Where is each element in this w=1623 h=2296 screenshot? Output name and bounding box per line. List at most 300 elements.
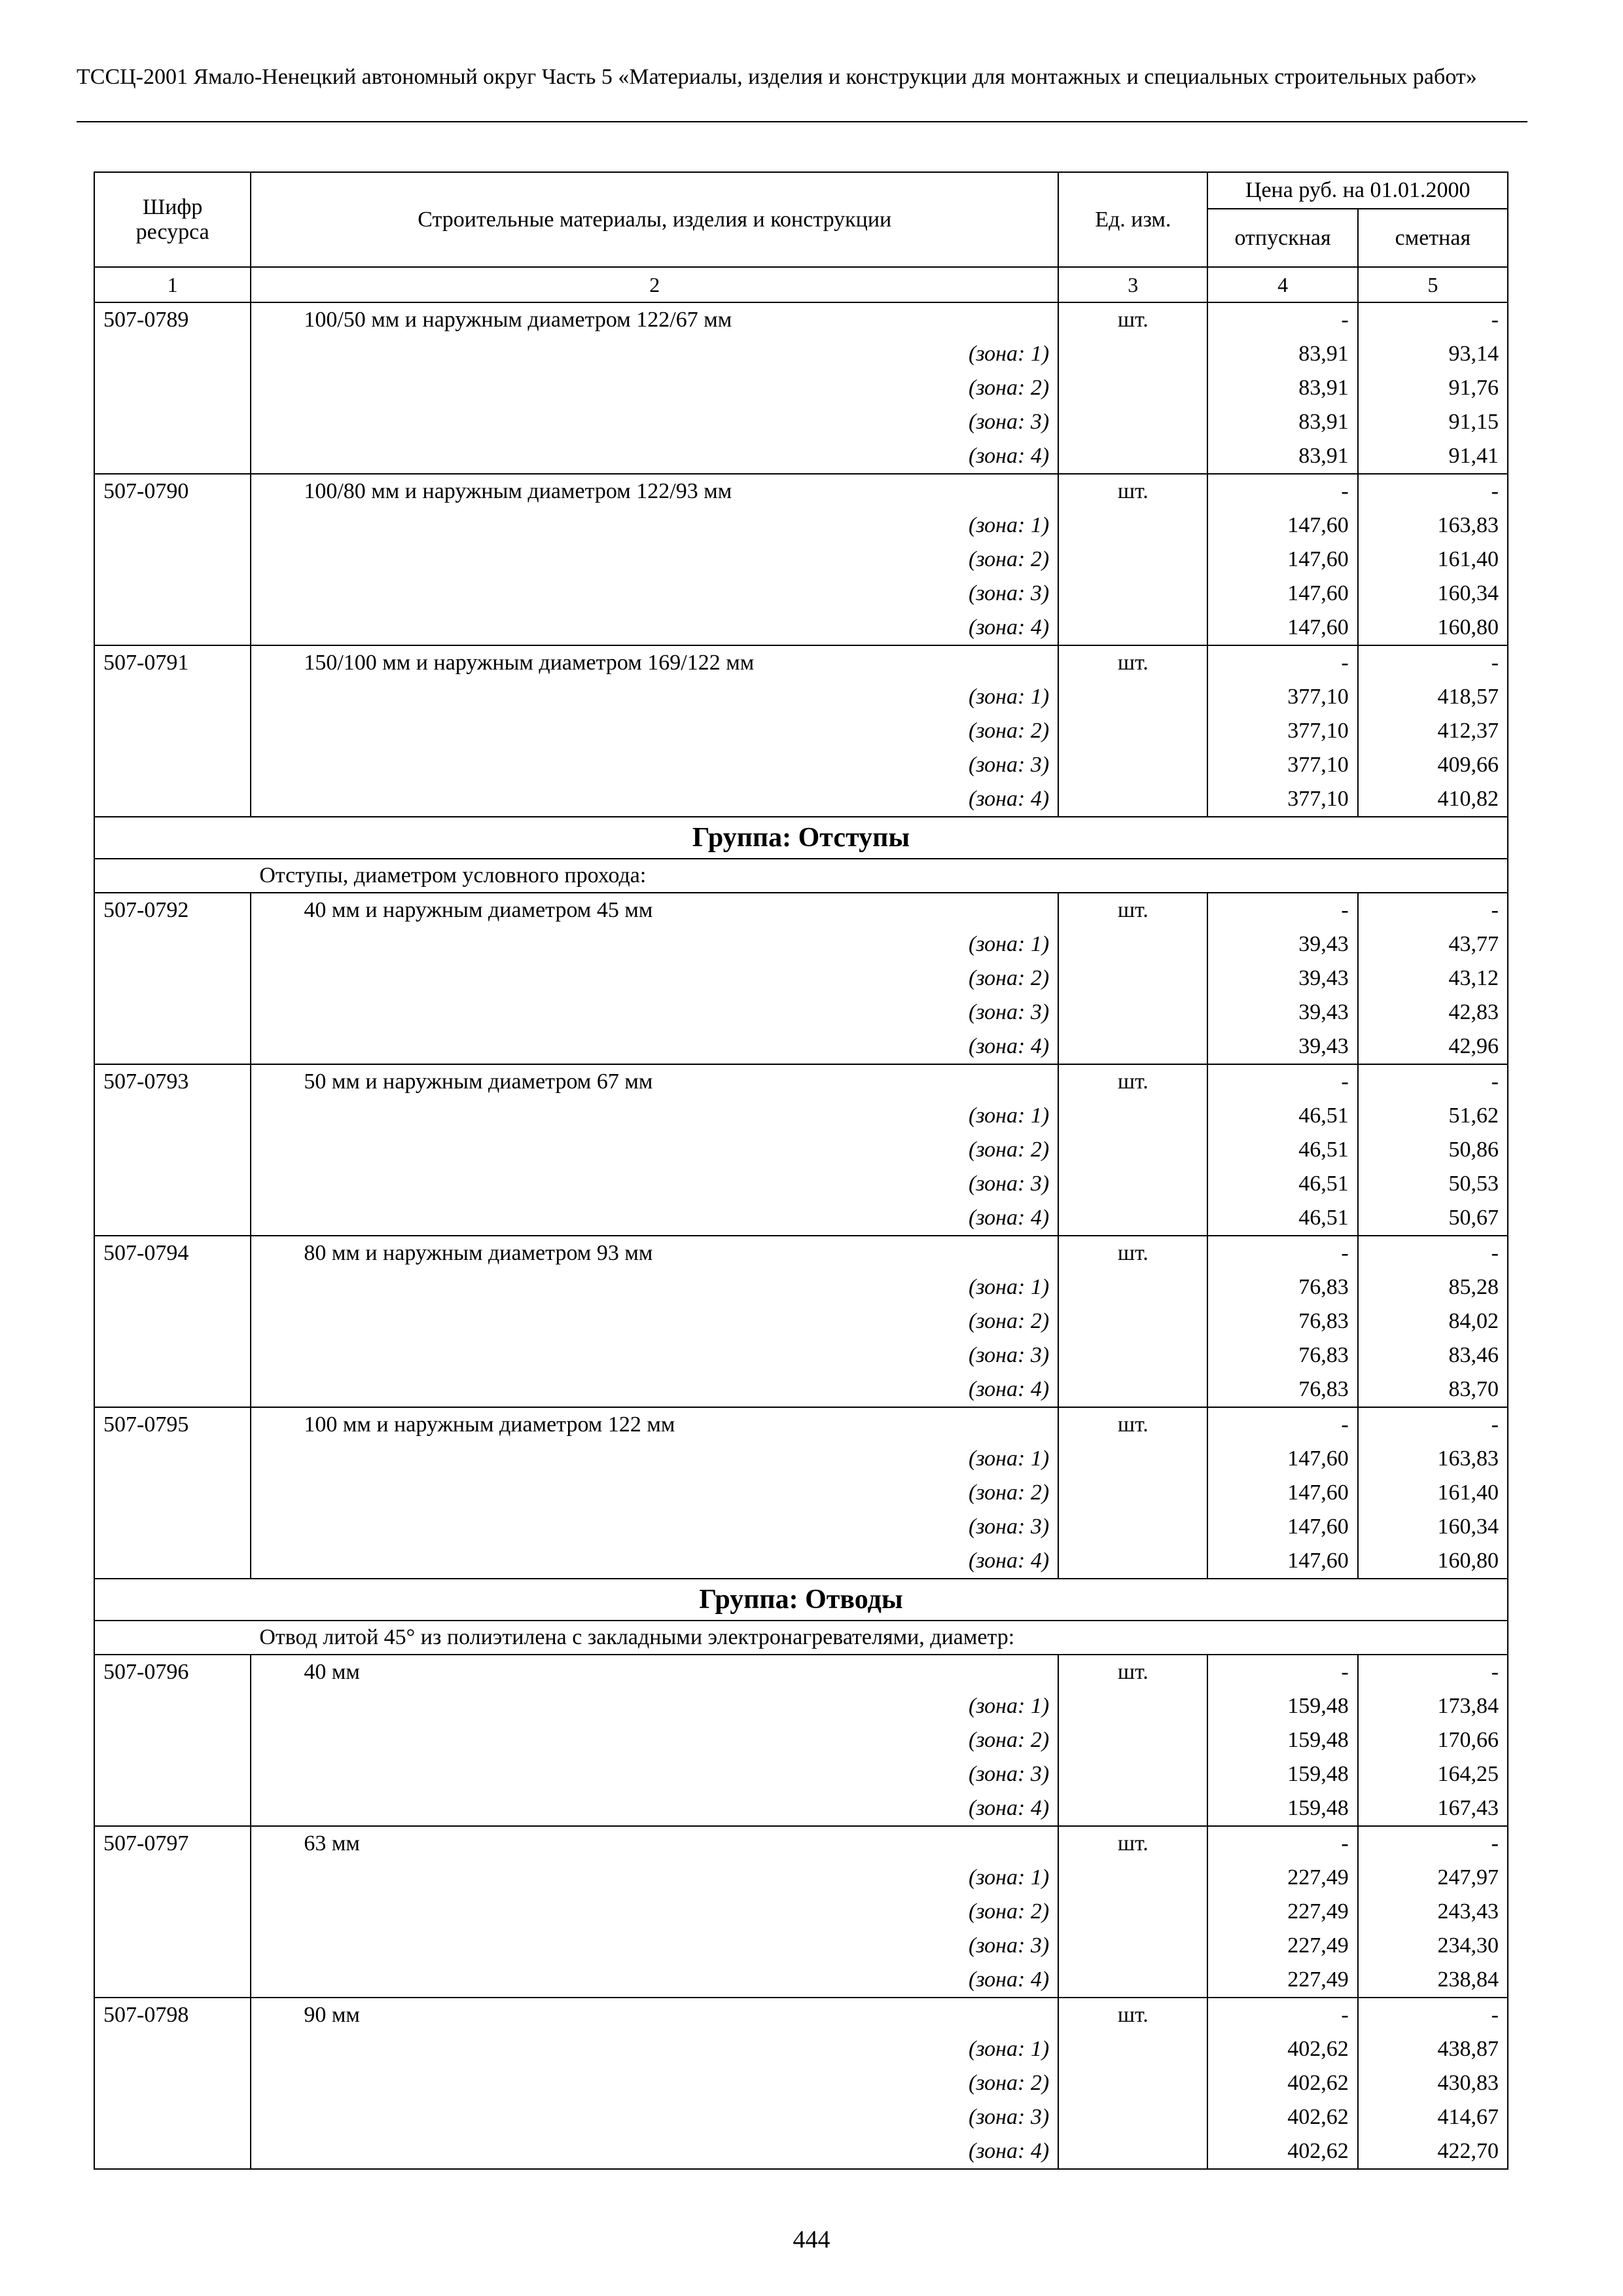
empty-unit-cell <box>1058 2032 1207 2066</box>
zone-row <box>94 1133 1508 1167</box>
empty-unit-cell <box>1058 2100 1207 2134</box>
column-number: 1 <box>94 267 251 302</box>
price-estimate: 161,40 <box>1358 1476 1508 1510</box>
empty-unit-cell <box>1058 680 1207 714</box>
price-release: - <box>1207 1064 1357 1099</box>
empty-code-cell <box>94 1895 251 1929</box>
subgroup-spacer <box>94 1621 251 1655</box>
resource-code: 507-0791 <box>94 645 251 680</box>
zone-label: (зона: 1) <box>251 680 1058 714</box>
zone-row <box>94 1476 1508 1510</box>
unit-of-measure: шт. <box>1058 893 1207 927</box>
empty-unit-cell <box>1058 611 1207 645</box>
zone-row <box>94 996 1508 1030</box>
resource-code: 507-0792 <box>94 893 251 927</box>
zone-label: (зона: 3) <box>251 1757 1058 1791</box>
item-description: 63 мм <box>251 1826 1058 1861</box>
zone-label: (зона: 3) <box>251 1167 1058 1201</box>
price-table <box>94 171 1508 2170</box>
price-release: 402,62 <box>1207 2032 1357 2066</box>
zone-row <box>94 2066 1508 2100</box>
zone-label: (зона: 4) <box>251 2134 1058 2169</box>
subgroup-title: Отвод литой 45° из полиэтилена с закладными электронагревателями, диаметр: <box>251 1621 1508 1655</box>
empty-unit-cell <box>1058 2134 1207 2169</box>
price-estimate: 164,25 <box>1358 1757 1508 1791</box>
unit-of-measure: шт. <box>1058 1064 1207 1099</box>
zone-row <box>94 543 1508 577</box>
subgroup-spacer <box>94 859 251 893</box>
price-estimate: 83,70 <box>1358 1372 1508 1407</box>
zone-row <box>94 1304 1508 1338</box>
price-release: 227,49 <box>1207 1861 1357 1895</box>
price-release: - <box>1207 1998 1357 2032</box>
price-release: 83,91 <box>1207 405 1357 439</box>
resource-code: 507-0789 <box>94 302 251 337</box>
price-estimate: 247,97 <box>1358 1861 1508 1895</box>
zone-row <box>94 1723 1508 1757</box>
unit-of-measure: шт. <box>1058 1407 1207 1442</box>
page-number: 444 <box>793 2226 830 2253</box>
resource-code: 507-0793 <box>94 1064 251 1099</box>
unit-of-measure: шт. <box>1058 1236 1207 1270</box>
price-estimate: - <box>1358 1998 1508 2032</box>
table-row <box>94 474 1508 509</box>
column-header-code: Шифр ресурса <box>94 172 251 267</box>
empty-unit-cell <box>1058 1929 1207 1963</box>
resource-code: 507-0790 <box>94 474 251 509</box>
empty-unit-cell <box>1058 1442 1207 1476</box>
price-release: 39,43 <box>1207 927 1357 961</box>
item-description: 50 мм и наружным диаметром 67 мм <box>251 1064 1058 1099</box>
column-header-price-estimate: сметная <box>1358 209 1508 267</box>
empty-unit-cell <box>1058 1544 1207 1579</box>
price-estimate: 50,53 <box>1358 1167 1508 1201</box>
table-row <box>94 1826 1508 1861</box>
empty-unit-cell <box>1058 1338 1207 1372</box>
empty-code-cell <box>94 439 251 474</box>
zone-row <box>94 371 1508 405</box>
empty-unit-cell <box>1058 371 1207 405</box>
empty-code-cell <box>94 405 251 439</box>
price-estimate: - <box>1358 645 1508 680</box>
empty-unit-cell <box>1058 714 1207 748</box>
zone-label: (зона: 3) <box>251 748 1058 782</box>
price-release: 39,43 <box>1207 961 1357 996</box>
column-number: 2 <box>251 267 1058 302</box>
price-estimate: - <box>1358 1826 1508 1861</box>
price-release: 159,48 <box>1207 1689 1357 1723</box>
zone-row <box>94 1929 1508 1963</box>
empty-unit-cell <box>1058 1201 1207 1236</box>
table-row <box>94 893 1508 927</box>
price-release: 147,60 <box>1207 577 1357 611</box>
item-description: 80 мм и наружным диаметром 93 мм <box>251 1236 1058 1270</box>
zone-label: (зона: 1) <box>251 1099 1058 1133</box>
zone-label: (зона: 2) <box>251 1895 1058 1929</box>
table-row <box>94 302 1508 337</box>
zone-row <box>94 1270 1508 1304</box>
zone-label: (зона: 2) <box>251 371 1058 405</box>
zone-label: (зона: 3) <box>251 405 1058 439</box>
price-release: 159,48 <box>1207 1757 1357 1791</box>
zone-row <box>94 1544 1508 1579</box>
price-estimate: 163,83 <box>1358 509 1508 543</box>
price-estimate: 167,43 <box>1358 1791 1508 1826</box>
empty-code-cell <box>94 1544 251 1579</box>
zone-row <box>94 611 1508 645</box>
price-estimate: 42,83 <box>1358 996 1508 1030</box>
empty-code-cell <box>94 1338 251 1372</box>
empty-code-cell <box>94 1304 251 1338</box>
empty-code-cell <box>94 1201 251 1236</box>
price-release: 147,60 <box>1207 1544 1357 1579</box>
zone-row <box>94 2134 1508 2169</box>
column-number: 4 <box>1207 267 1357 302</box>
empty-code-cell <box>94 337 251 371</box>
empty-unit-cell <box>1058 961 1207 996</box>
zone-label: (зона: 2) <box>251 2066 1058 2100</box>
price-estimate: 83,46 <box>1358 1338 1508 1372</box>
empty-unit-cell <box>1058 1372 1207 1407</box>
price-release: 377,10 <box>1207 714 1357 748</box>
price-estimate: 50,67 <box>1358 1201 1508 1236</box>
empty-unit-cell <box>1058 1270 1207 1304</box>
table-row <box>94 645 1508 680</box>
empty-code-cell <box>94 1372 251 1407</box>
price-release: 76,83 <box>1207 1304 1357 1338</box>
price-release: 147,60 <box>1207 1442 1357 1476</box>
price-release: 377,10 <box>1207 748 1357 782</box>
price-estimate: 160,34 <box>1358 577 1508 611</box>
price-estimate: 160,80 <box>1358 611 1508 645</box>
empty-unit-cell <box>1058 1476 1207 1510</box>
price-estimate: - <box>1358 302 1508 337</box>
empty-code-cell <box>94 748 251 782</box>
zone-label: (зона: 4) <box>251 1791 1058 1826</box>
price-estimate: 430,83 <box>1358 2066 1508 2100</box>
price-release: 39,43 <box>1207 1030 1357 1064</box>
empty-code-cell <box>94 782 251 817</box>
price-release: 227,49 <box>1207 1963 1357 1998</box>
price-release: 402,62 <box>1207 2100 1357 2134</box>
zone-row <box>94 748 1508 782</box>
price-estimate: 409,66 <box>1358 748 1508 782</box>
empty-unit-cell <box>1058 543 1207 577</box>
document-header: ТССЦ-2001 Ямало-Ненецкий автономный округ Часть 5 «Материалы, изделия и конструкции для монтажных и специальных строительных работ» <box>77 65 1477 89</box>
empty-code-cell <box>94 961 251 996</box>
zone-row <box>94 509 1508 543</box>
zone-row <box>94 2032 1508 2066</box>
price-release: 46,51 <box>1207 1099 1357 1133</box>
zone-label: (зона: 4) <box>251 611 1058 645</box>
price-estimate: 85,28 <box>1358 1270 1508 1304</box>
price-estimate: 50,86 <box>1358 1133 1508 1167</box>
group-title: Группа: Отводы <box>94 1579 1508 1621</box>
price-release: 377,10 <box>1207 782 1357 817</box>
empty-unit-cell <box>1058 1030 1207 1064</box>
zone-label: (зона: 4) <box>251 439 1058 474</box>
price-estimate: - <box>1358 1236 1508 1270</box>
price-estimate: 42,96 <box>1358 1030 1508 1064</box>
zone-label: (зона: 4) <box>251 1372 1058 1407</box>
zone-label: (зона: 4) <box>251 1201 1058 1236</box>
price-estimate: 238,84 <box>1358 1963 1508 1998</box>
empty-unit-cell <box>1058 1861 1207 1895</box>
price-estimate: 91,41 <box>1358 439 1508 474</box>
unit-of-measure: шт. <box>1058 1998 1207 2032</box>
header-rule <box>77 121 1527 122</box>
empty-code-cell <box>94 2100 251 2134</box>
zone-row <box>94 1791 1508 1826</box>
price-estimate: 93,14 <box>1358 337 1508 371</box>
table-row <box>94 1064 1508 1099</box>
zone-label: (зона: 4) <box>251 1544 1058 1579</box>
zone-label: (зона: 3) <box>251 996 1058 1030</box>
price-estimate: 422,70 <box>1358 2134 1508 2169</box>
empty-unit-cell <box>1058 577 1207 611</box>
empty-code-cell <box>94 1133 251 1167</box>
empty-code-cell <box>94 1167 251 1201</box>
zone-label: (зона: 1) <box>251 927 1058 961</box>
item-description: 100/50 мм и наружным диаметром 122/67 мм <box>251 302 1058 337</box>
empty-unit-cell <box>1058 1167 1207 1201</box>
price-release: - <box>1207 1236 1357 1270</box>
price-estimate: 91,15 <box>1358 405 1508 439</box>
price-estimate: 84,02 <box>1358 1304 1508 1338</box>
empty-code-cell <box>94 1963 251 1998</box>
empty-code-cell <box>94 2066 251 2100</box>
resource-code: 507-0796 <box>94 1655 251 1689</box>
empty-unit-cell <box>1058 782 1207 817</box>
zone-label: (зона: 1) <box>251 1442 1058 1476</box>
price-release: 76,83 <box>1207 1338 1357 1372</box>
unit-of-measure: шт. <box>1058 302 1207 337</box>
price-estimate: - <box>1358 1655 1508 1689</box>
unit-of-measure: шт. <box>1058 474 1207 509</box>
zone-label: (зона: 4) <box>251 1963 1058 1998</box>
price-release: 147,60 <box>1207 543 1357 577</box>
price-release: - <box>1207 302 1357 337</box>
zone-label: (зона: 3) <box>251 2100 1058 2134</box>
price-estimate: 410,82 <box>1358 782 1508 817</box>
price-release: 402,62 <box>1207 2134 1357 2169</box>
empty-code-cell <box>94 1757 251 1791</box>
empty-code-cell <box>94 1689 251 1723</box>
price-estimate: 161,40 <box>1358 543 1508 577</box>
table-row <box>94 1236 1508 1270</box>
price-release: 83,91 <box>1207 337 1357 371</box>
price-release: 402,62 <box>1207 2066 1357 2100</box>
price-release: - <box>1207 645 1357 680</box>
empty-unit-cell <box>1058 1895 1207 1929</box>
unit-of-measure: шт. <box>1058 1826 1207 1861</box>
empty-code-cell <box>94 1723 251 1757</box>
empty-unit-cell <box>1058 1689 1207 1723</box>
zone-label: (зона: 1) <box>251 1270 1058 1304</box>
price-release: 159,48 <box>1207 1791 1357 1826</box>
empty-code-cell <box>94 2134 251 2169</box>
zone-row <box>94 337 1508 371</box>
group-row <box>94 1579 1508 1621</box>
zone-label: (зона: 2) <box>251 714 1058 748</box>
empty-code-cell <box>94 927 251 961</box>
price-estimate: 412,37 <box>1358 714 1508 748</box>
zone-label: (зона: 1) <box>251 1861 1058 1895</box>
group-title: Группа: Отступы <box>94 817 1508 859</box>
column-header-price-group: Цена руб. на 01.01.2000 <box>1207 172 1508 209</box>
unit-of-measure: шт. <box>1058 645 1207 680</box>
empty-code-cell <box>94 2032 251 2066</box>
price-release: 147,60 <box>1207 1476 1357 1510</box>
zone-row <box>94 1861 1508 1895</box>
price-estimate: 234,30 <box>1358 1929 1508 1963</box>
price-release: 147,60 <box>1207 1510 1357 1544</box>
price-release: 227,49 <box>1207 1895 1357 1929</box>
item-description: 90 мм <box>251 1998 1058 2032</box>
zone-row <box>94 1372 1508 1407</box>
empty-code-cell <box>94 1099 251 1133</box>
price-estimate: 170,66 <box>1358 1723 1508 1757</box>
table-row <box>94 1407 1508 1442</box>
zone-row <box>94 1963 1508 1998</box>
empty-code-cell <box>94 1510 251 1544</box>
price-release: 83,91 <box>1207 371 1357 405</box>
empty-unit-cell <box>1058 337 1207 371</box>
zone-row <box>94 1338 1508 1372</box>
empty-code-cell <box>94 1442 251 1476</box>
zone-label: (зона: 2) <box>251 1133 1058 1167</box>
zone-label: (зона: 2) <box>251 1476 1058 1510</box>
table-row <box>94 1998 1508 2032</box>
column-header-description: Строительные материалы, изделия и конструкции <box>251 172 1058 267</box>
price-release: - <box>1207 1826 1357 1861</box>
zone-row <box>94 680 1508 714</box>
empty-code-cell <box>94 611 251 645</box>
price-estimate: 51,62 <box>1358 1099 1508 1133</box>
price-estimate: 91,76 <box>1358 371 1508 405</box>
zone-row <box>94 2100 1508 2134</box>
empty-unit-cell <box>1058 1510 1207 1544</box>
price-release: - <box>1207 474 1357 509</box>
empty-unit-cell <box>1058 1099 1207 1133</box>
empty-code-cell <box>94 577 251 611</box>
price-estimate: - <box>1358 893 1508 927</box>
price-release: 377,10 <box>1207 680 1357 714</box>
zone-row <box>94 439 1508 474</box>
price-release: - <box>1207 893 1357 927</box>
price-release: 46,51 <box>1207 1133 1357 1167</box>
price-estimate: 418,57 <box>1358 680 1508 714</box>
price-estimate: 243,43 <box>1358 1895 1508 1929</box>
zone-label: (зона: 3) <box>251 1338 1058 1372</box>
item-description: 40 мм и наружным диаметром 45 мм <box>251 893 1058 927</box>
table-body <box>94 302 1508 2169</box>
empty-code-cell <box>94 509 251 543</box>
zone-row <box>94 577 1508 611</box>
price-estimate: 43,12 <box>1358 961 1508 996</box>
empty-unit-cell <box>1058 1963 1207 1998</box>
zone-label: (зона: 4) <box>251 782 1058 817</box>
price-release: 76,83 <box>1207 1270 1357 1304</box>
price-release: - <box>1207 1655 1357 1689</box>
price-estimate: 173,84 <box>1358 1689 1508 1723</box>
item-description: 100/80 мм и наружным диаметром 122/93 мм <box>251 474 1058 509</box>
empty-code-cell <box>94 714 251 748</box>
empty-unit-cell <box>1058 1723 1207 1757</box>
zone-label: (зона: 3) <box>251 1929 1058 1963</box>
column-header-price-release: отпускная <box>1207 209 1357 267</box>
price-estimate: 438,87 <box>1358 2032 1508 2066</box>
zone-row <box>94 927 1508 961</box>
resource-code: 507-0798 <box>94 1998 251 2032</box>
zone-row <box>94 1895 1508 1929</box>
column-number: 5 <box>1358 267 1508 302</box>
empty-code-cell <box>94 1030 251 1064</box>
resource-code: 507-0797 <box>94 1826 251 1861</box>
zone-label: (зона: 3) <box>251 1510 1058 1544</box>
price-estimate: - <box>1358 1407 1508 1442</box>
price-release: 83,91 <box>1207 439 1357 474</box>
price-estimate: - <box>1358 474 1508 509</box>
zone-row <box>94 1442 1508 1476</box>
empty-code-cell <box>94 1476 251 1510</box>
resource-code: 507-0794 <box>94 1236 251 1270</box>
empty-code-cell <box>94 1791 251 1826</box>
empty-unit-cell <box>1058 748 1207 782</box>
zone-row <box>94 1030 1508 1064</box>
price-estimate: 163,83 <box>1358 1442 1508 1476</box>
zone-row <box>94 1167 1508 1201</box>
column-header-unit: Ед. изм. <box>1058 172 1207 267</box>
table-row <box>94 1655 1508 1689</box>
empty-unit-cell <box>1058 1757 1207 1791</box>
column-number: 3 <box>1058 267 1207 302</box>
zone-label: (зона: 1) <box>251 337 1058 371</box>
zone-row <box>94 1510 1508 1544</box>
empty-unit-cell <box>1058 509 1207 543</box>
empty-unit-cell <box>1058 1133 1207 1167</box>
empty-unit-cell <box>1058 439 1207 474</box>
empty-code-cell <box>94 680 251 714</box>
column-number-row <box>94 267 1508 302</box>
price-estimate: 414,67 <box>1358 2100 1508 2134</box>
subgroup-row <box>94 1621 1508 1655</box>
empty-unit-cell <box>1058 405 1207 439</box>
zone-row <box>94 782 1508 817</box>
price-estimate: 160,34 <box>1358 1510 1508 1544</box>
zone-label: (зона: 1) <box>251 2032 1058 2066</box>
zone-label: (зона: 3) <box>251 577 1058 611</box>
price-release: - <box>1207 1407 1357 1442</box>
zone-label: (зона: 2) <box>251 1304 1058 1338</box>
empty-unit-cell <box>1058 1304 1207 1338</box>
empty-code-cell <box>94 1929 251 1963</box>
zone-row <box>94 405 1508 439</box>
price-release: 227,49 <box>1207 1929 1357 1963</box>
price-estimate: 160,80 <box>1358 1544 1508 1579</box>
zone-row <box>94 1201 1508 1236</box>
price-release: 147,60 <box>1207 611 1357 645</box>
zone-row <box>94 1099 1508 1133</box>
price-estimate: - <box>1358 1064 1508 1099</box>
empty-code-cell <box>94 371 251 405</box>
resource-code: 507-0795 <box>94 1407 251 1442</box>
empty-code-cell <box>94 543 251 577</box>
zone-label: (зона: 2) <box>251 961 1058 996</box>
group-row <box>94 817 1508 859</box>
zone-label: (зона: 4) <box>251 1030 1058 1064</box>
unit-of-measure: шт. <box>1058 1655 1207 1689</box>
